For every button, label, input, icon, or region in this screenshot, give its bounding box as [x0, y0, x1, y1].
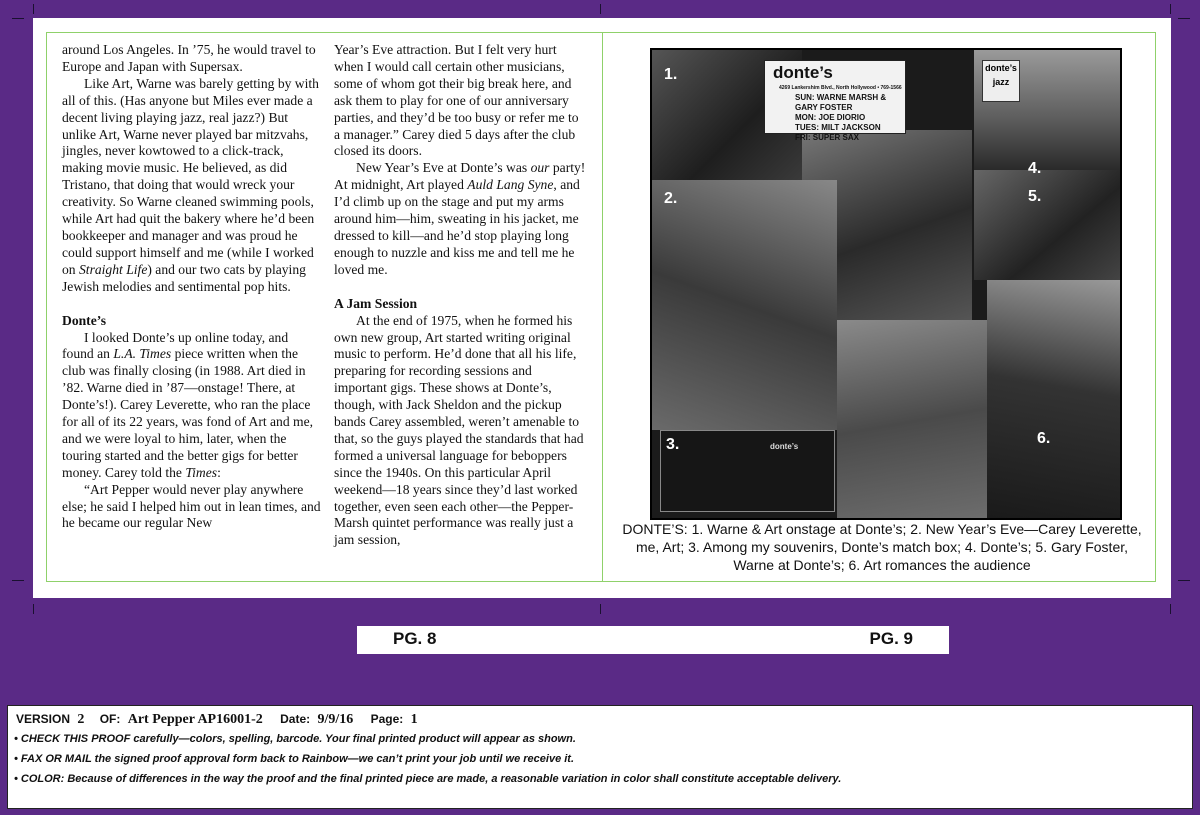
proof-instruction: • CHECK THIS PROOF carefully—colors, spelling, barcode. Your final printed product will appear as shown. — [14, 733, 576, 745]
section-heading: Donte’s — [62, 312, 107, 328]
photo-number-3: 3. — [666, 436, 680, 453]
proof-instruction: • FAX OR MAIL the signed proof approval form back to Rainbow—we can’t print your job until we receive it. — [14, 753, 575, 765]
crop-mark — [12, 580, 24, 581]
paragraph: At the end of 1975, when he formed his own new group, Art started writing original music to perform. He’d done that all his life, preparing for recording sessions and important gigs. These shows at Donte’s, though, with Jack Sheldon and the pickup bands Carey assembled, weren’t amenable to that, so the guys played the standards that had formed a universal language for beboppers since the 1940s. On this particular April weekend—18 years since they’d last worked together, even seen each other—the Pepper-Marsh quintet performance was really just a jam session, — [334, 312, 584, 548]
proof-footer — [7, 705, 1193, 809]
text: piece written when the club was finally closing (in 1988. Art died in ’82. Warne died in ’87—onstage! There, at Donte’s!). Carey Leverette, who ran the place for all of its 22 years, was fond of Art and me, and we were loyal to him, later, when the touring started and the better gigs for better money. Carey told the — [62, 346, 314, 480]
text: New Year’s Eve at Donte’s was — [356, 160, 528, 176]
crop-mark — [33, 4, 34, 14]
proof-instruction: • COLOR: Because of differences in the way the proof and the final printed piece are made, a reasonable variation in color shall constitute acceptable delivery. — [14, 773, 842, 785]
text: party! At midnight, Art played — [334, 160, 586, 193]
text-italic: L.A. Times — [113, 346, 172, 362]
crop-mark — [1178, 18, 1190, 19]
section-heading: A Jam Session — [334, 295, 418, 311]
photo-2-new-years-eve — [652, 180, 837, 430]
page-number-bar — [357, 626, 949, 654]
version-label: VERSION — [16, 712, 71, 726]
paragraph: around Los Angeles. In ’75, he would travel to Europe and Japan with Supersax. — [62, 42, 316, 74]
page-number-left: PG. 8 — [393, 629, 437, 648]
paragraph — [334, 160, 586, 278]
crop-mark — [1170, 604, 1171, 614]
paragraph: Year’s Eve attraction. But I felt very hurt when I would call certain other musicians, some of whom got their big break here, and ask them to play for one of our anniversary parties, and they’d be too busy or refer me to a manager.” Carey died 5 days after the club closed its doors. — [334, 42, 579, 159]
text: , and I’d climb up on the stage and put my arms around him—him, sweating in his jacket, me dressed to kill—and he’d stop playing long enough to nuzzle and kiss me and tell me he loved me. — [334, 177, 580, 277]
text: ) and our two cats by playing Jewish melodies and sentimental pop hits. — [62, 261, 306, 294]
text-column-right — [334, 42, 586, 549]
photo-caption: DONTE’S: 1. Warne & Art onstage at Donte’s; 2. New Year’s Eve—Carey Leverette, me, Art; 3. Among my souvenirs, Donte’s match box; 4. Donte’s; 5. Gary Foster, Warne at Donte’s; 6. Art romances the audience — [622, 521, 1142, 573]
sign-address: 4269 Lankershim Blvd., North Hollywood • 769-1566 — [779, 85, 902, 91]
job-name: Art Pepper AP16001-2 — [127, 712, 263, 727]
page-value: 1 — [410, 712, 418, 727]
sign-row: MON: JOE DIORIO — [795, 113, 866, 122]
spine-line — [602, 32, 603, 582]
crop-mark — [1178, 580, 1190, 581]
photo-number-2: 2. — [664, 190, 678, 207]
photo-3-matchbox — [660, 430, 835, 512]
crop-mark — [1170, 4, 1171, 14]
crop-mark — [33, 604, 34, 614]
building-sign-jazz: jazz — [992, 77, 1010, 87]
of-label: OF: — [99, 712, 121, 726]
building-sign — [982, 60, 1020, 102]
text: I looked Donte’s up online today, and found an — [62, 329, 289, 362]
text-italic: Straight Life — [79, 261, 148, 277]
sign-row: SUN: WARNE MARSH & GARY FOSTER — [795, 93, 887, 112]
paragraph — [62, 76, 322, 296]
date-value: 9/9/16 — [317, 712, 354, 727]
text-italic: Times — [185, 464, 218, 480]
date-label: Date: — [280, 712, 311, 726]
text: : — [217, 464, 221, 480]
photo-number-1: 1. — [664, 66, 678, 83]
text-column-left — [62, 42, 322, 532]
version-row — [16, 712, 422, 728]
page-number-right: PG. 9 — [869, 629, 913, 648]
paragraph: “Art Pepper would never play anywhere else; he said I helped him out in lean times, and he became our regular New — [62, 481, 321, 531]
photo-5-gary-foster — [974, 170, 1120, 280]
crop-mark — [600, 4, 601, 14]
crop-mark — [600, 604, 601, 614]
text: Like Art, Warne was barely getting by with all of this. (Has anyone but Miles ever made a decent living playing jazz, real jazz?) But unlike Art, Warne never played bar mitzvahs, jingles, never kowtowed to a click-track, making movie music. He believed, as did Tristano, that doing that would wreck your creativity. So Warne cleaned swimming pools, while Art had quit the bakery where he’d been bookkeeper and manager and was proud he could support himself and me (while I worked on — [62, 75, 319, 277]
sign-row: FRI: SUPER SAX — [795, 133, 860, 142]
text-italic: our — [530, 160, 550, 176]
version-value: 2 — [77, 712, 85, 727]
text-italic: Auld Lang Syne — [467, 177, 554, 193]
photo-number-5: 5. — [1028, 188, 1042, 205]
photo-number-4: 4. — [1028, 160, 1042, 177]
page-label: Page: — [370, 712, 404, 726]
sign-title: donte’s — [773, 63, 833, 82]
paragraph — [62, 330, 322, 482]
photo-collage — [650, 48, 1122, 520]
donte-marquee-sign — [764, 60, 906, 142]
matchbox-label: donte’s — [770, 442, 799, 451]
crop-mark — [12, 18, 24, 19]
photo-6-art-romances — [987, 280, 1120, 518]
building-sign-title: donte’s — [985, 63, 1017, 73]
sign-row: TUES: MILT JACKSON — [795, 123, 881, 132]
photo-number-6: 6. — [1037, 430, 1051, 447]
